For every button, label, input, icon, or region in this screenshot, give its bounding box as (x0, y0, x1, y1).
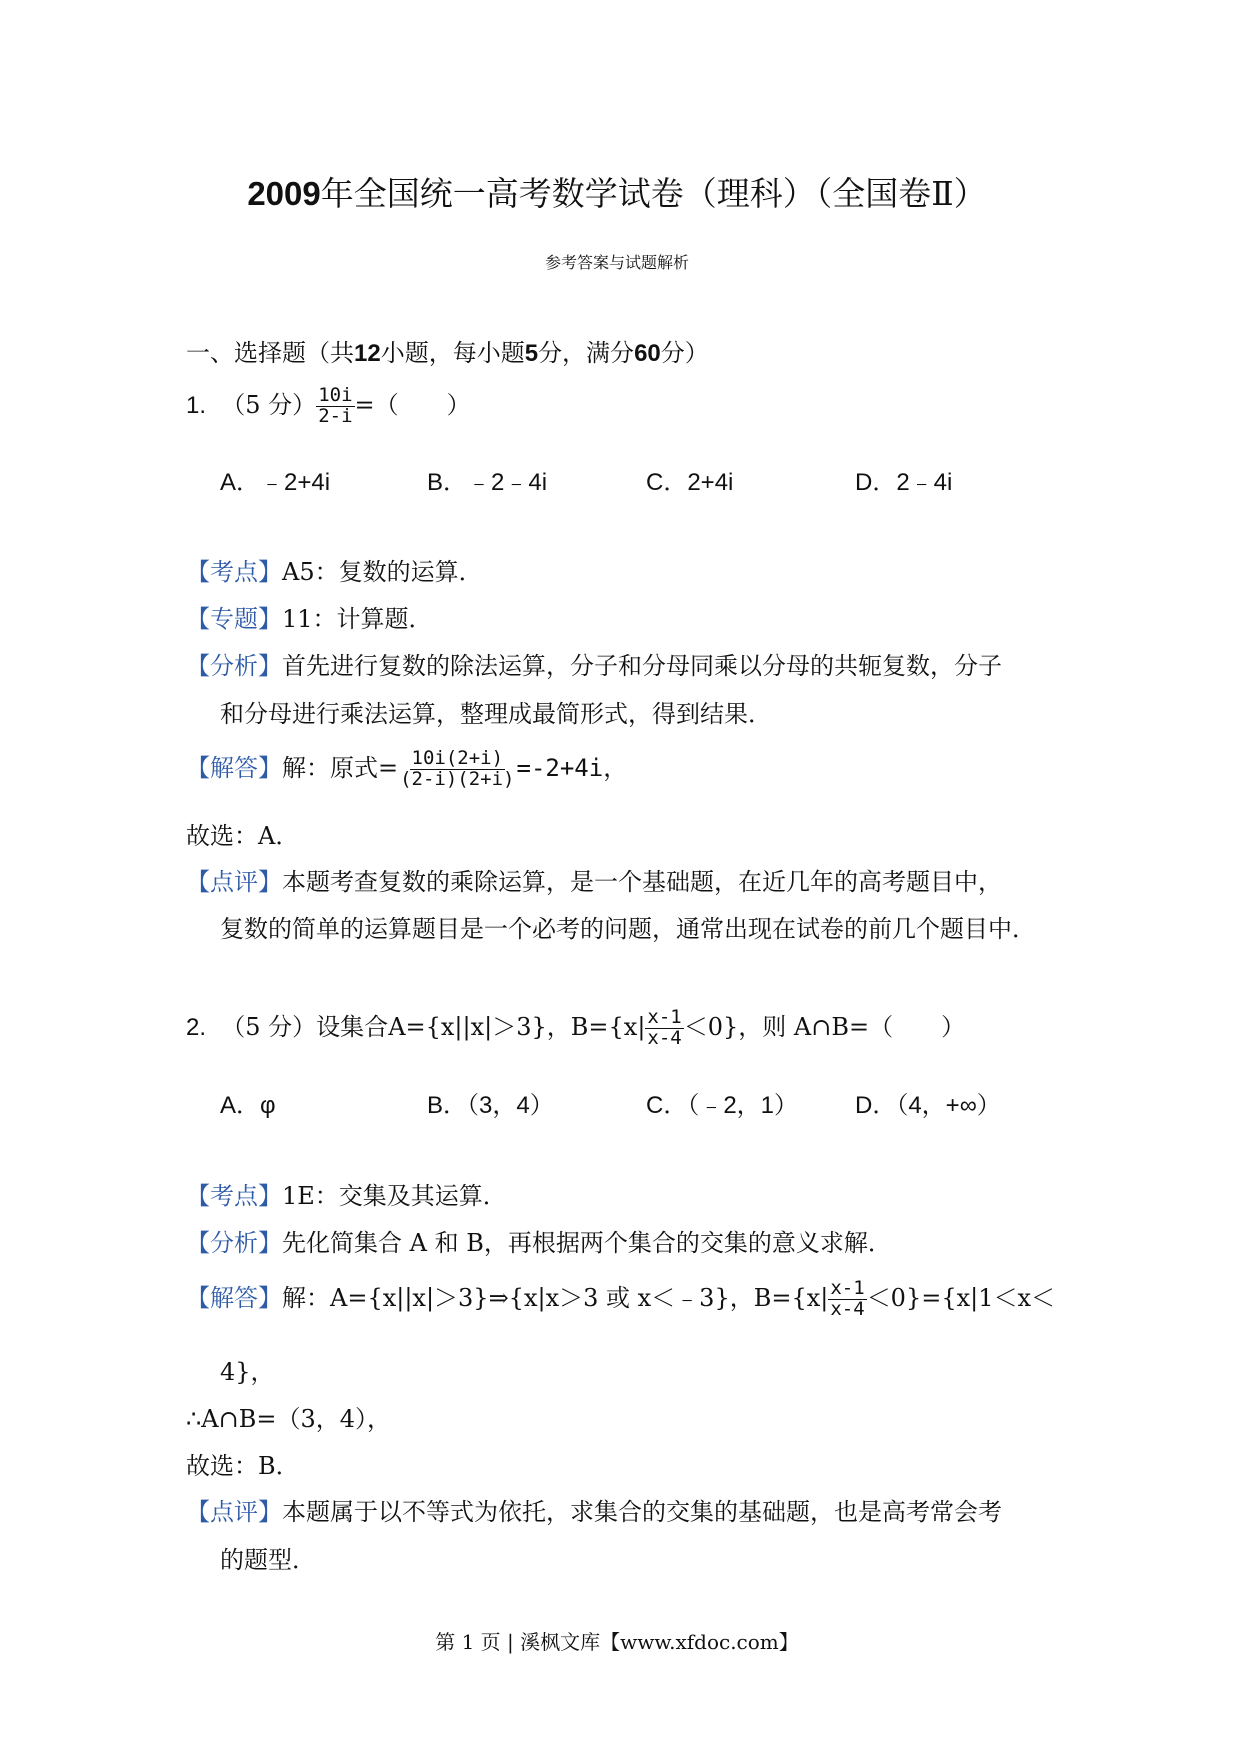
q2-fenxi (186, 1223, 892, 1258)
q1-fenxi-line2: 和分母进行乘法运算，整理成最简形式，得到结果． (220, 700, 772, 728)
q2-option-c: C．（﹣2，1） (646, 1092, 799, 1119)
q2-dianping-line2: 的题型． (220, 1546, 316, 1574)
q1-dianping-line1: 本题考查复数的乘除运算，是一个基础题，在近几年的高考题目中， (282, 868, 1002, 896)
page-title (0, 168, 1234, 215)
section-suffix: 分） (660, 339, 709, 367)
section-total: 60 (634, 340, 661, 367)
q2-set-a: A={x||x|＞3}，B={x| (388, 1013, 646, 1041)
section-heading (186, 333, 709, 368)
q1-dianping (186, 862, 1002, 897)
section-count: 12 (354, 340, 381, 367)
section-prefix: 一、选择题（共 (186, 339, 354, 367)
title-year: 2009 (247, 175, 321, 212)
q1-jieda-label: 【解答】 (186, 754, 282, 782)
q1-zhuanti (186, 599, 433, 634)
q1-jieda-num: 10i(2+i) (411, 747, 504, 770)
q2-number: 2. (186, 1014, 207, 1041)
q1-answer: 故选：A． (186, 822, 300, 850)
q2-therefore: ∴A∩B=（3，4）， (186, 1405, 391, 1433)
q2-stem (186, 1007, 965, 1049)
q2-jieda-den: x-4 (830, 1298, 865, 1320)
q1-kaodian-label: 【考点】 (186, 558, 282, 586)
q1-number: 1. (186, 392, 207, 419)
q2-dianping-line1: 本题属于以不等式为依托，求集合的交集的基础题，也是高考常会考 (282, 1498, 1002, 1526)
q1-option-d: D．2﹣4i (855, 469, 953, 496)
q2-jieda-tail: ＜0}={x|1＜x＜ (866, 1284, 1056, 1312)
section-mid1: 小题，每小题 (380, 339, 525, 367)
page-footer: 第 1 页 | 溪枫文库【www.xfdoc.com】 (435, 1630, 799, 1654)
q1-frac-den: 2-i (318, 405, 353, 427)
q2-jieda-label: 【解答】 (186, 1284, 282, 1312)
page-subtitle: 参考答案与试题解析 (544, 253, 689, 272)
q2-dianping-label: 【点评】 (186, 1498, 282, 1526)
q1-jieda-prefix: 解：原式= (282, 754, 399, 782)
q1-dianping-line2: 复数的简单的运算题目是一个必考的问题，通常出现在试卷的前几个题目中． (220, 915, 1036, 943)
q1-frac-num: 10i (318, 384, 353, 407)
q1-option-b: B．﹣2﹣4i (427, 469, 548, 496)
q2-option-a: A．φ (220, 1092, 276, 1119)
title-text: 年全国统一高考数学试卷（理科）（全国卷Ⅱ） (320, 174, 987, 213)
q1-kaodian (186, 552, 483, 587)
q1-fenxi (186, 646, 1002, 681)
q2-jieda-line2: 4}， (220, 1358, 275, 1386)
q1-fraction (316, 386, 354, 427)
q1-zhuanti-text: 11：计算题． (282, 605, 433, 633)
q1-jieda-tail: =-2+4i， (516, 754, 628, 782)
q2-jieda-num: x-1 (830, 1277, 865, 1300)
q1-option-c: C．2+4i (646, 469, 734, 496)
q2-jieda-prefix: 解：A={x||x|＞3}⇒{x|x＞3 或 x＜﹣3}，B={x| (282, 1284, 829, 1312)
q1-zhuanti-label: 【专题】 (186, 605, 282, 633)
q2-points: （5 分）设集合 (221, 1013, 389, 1041)
q2-set-b-tail: ＜0}，则 A∩B=（ ） (683, 1013, 966, 1041)
q2-kaodian-text: 1E：交集及其运算． (282, 1182, 507, 1210)
q1-option-a: A．﹣2+4i (220, 469, 331, 496)
q2-fenxi-label: 【分析】 (186, 1229, 282, 1257)
q1-jieda-fraction (398, 749, 516, 790)
q2-kaodian (186, 1176, 507, 1211)
q1-tail: =（ ） (354, 391, 471, 419)
q1-jieda (186, 748, 627, 790)
section-per: 5 (524, 340, 539, 367)
q2-jieda (186, 1278, 1055, 1320)
q2-fenxi-text: 先化简集合 A 和 B，再根据两个集合的交集的意义求解． (282, 1229, 892, 1257)
q2-dianping (186, 1492, 1002, 1527)
q2-answer: 故选：B． (186, 1452, 300, 1480)
q1-fenxi-line1: 首先进行复数的除法运算，分子和分母同乘以分母的共轭复数，分子 (282, 652, 1002, 680)
q1-points: （5 分） (221, 391, 317, 419)
q1-kaodian-text: A5：复数的运算． (282, 558, 483, 586)
q2-jieda-fraction (828, 1279, 866, 1320)
q2-frac-num: x-1 (647, 1006, 682, 1029)
section-mid2: 分，满分 (538, 339, 635, 367)
q2-option-d: D．（4，+∞） (855, 1092, 1001, 1119)
q1-stem (186, 385, 471, 427)
q2-option-b: B．（3，4） (427, 1092, 554, 1119)
q1-fenxi-label: 【分析】 (186, 652, 282, 680)
q1-jieda-den: (2-i)(2+i) (400, 768, 515, 790)
q2-frac-den: x-4 (647, 1027, 682, 1049)
q1-dianping-label: 【点评】 (186, 868, 282, 896)
q2-fraction (645, 1008, 683, 1049)
q2-kaodian-label: 【考点】 (186, 1182, 282, 1210)
